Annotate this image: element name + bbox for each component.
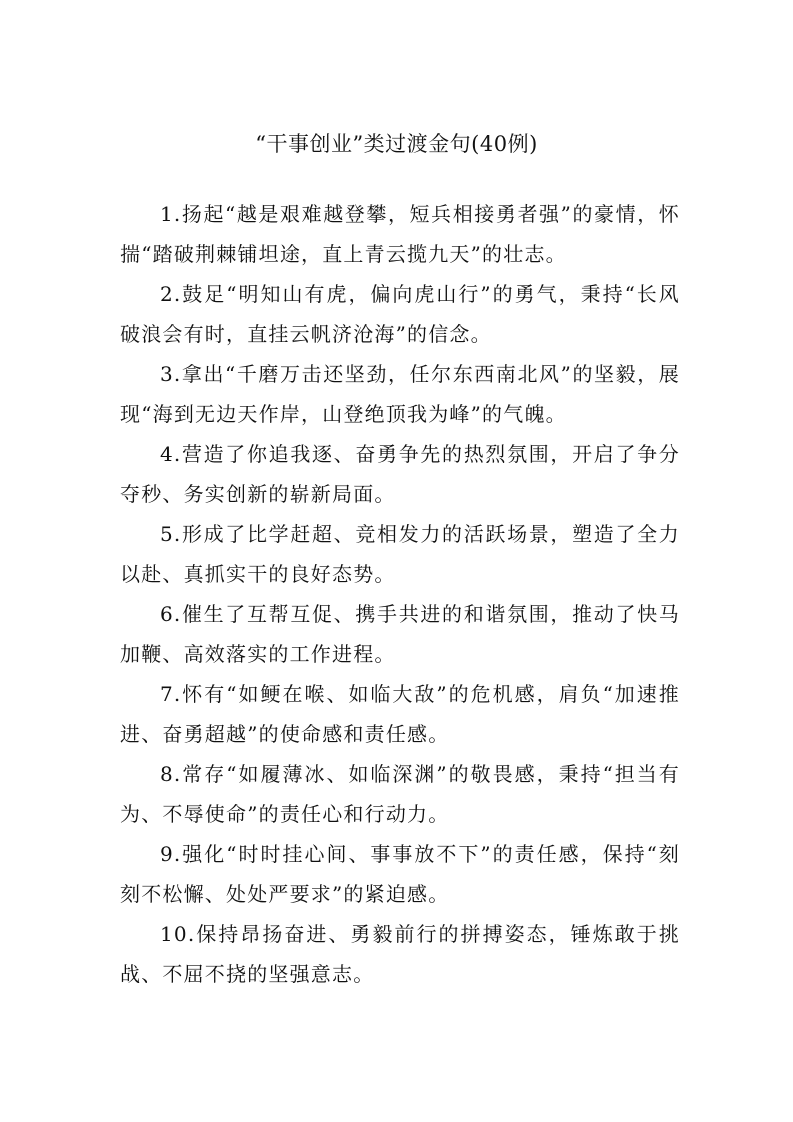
list-item: 8.常存“如履薄冰、如临深渊”的敬畏感，秉持“担当有为、不辱使命”的责任心和行动力。 xyxy=(120,762,680,826)
list-item: 10.保持昂扬奋进、勇毅前行的拼搏姿态，锤炼敢于挑战、不屈不挠的坚强意志。 xyxy=(120,922,680,986)
list-item: 5.形成了比学赶超、竞相发力的活跃场景，塑造了全力以赴、真抓实干的良好态势。 xyxy=(120,522,680,586)
list-item: 4.营造了你追我逐、奋勇争先的热烈氛围，开启了争分夺秒、务实创新的崭新局面。 xyxy=(120,442,680,506)
document-title: “干事创业”类过渡金句(40例) xyxy=(255,132,538,156)
list-item: 3.拿出“千磨万击还坚劲，任尔东西南北风”的坚毅，展现“海到无边天作岸，山登绝顶我为峰”的气魄。 xyxy=(120,362,680,426)
list-item: 2.鼓足“明知山有虎，偏向虎山行”的勇气，秉持“长风破浪会有时，直挂云帆济沧海”的信念。 xyxy=(120,282,680,346)
list-item: 7.怀有“如鲠在喉、如临大敌”的危机感，肩负“加速推进、奋勇超越”的使命感和责任感。 xyxy=(120,682,680,746)
item-list xyxy=(120,194,680,994)
list-item: 1.扬起“越是艰难越登攀，短兵相接勇者强”的豪情，怀揣“踏破荆棘铺坦途，直上青云揽九天”的壮志。 xyxy=(120,202,680,266)
list-item: 6.催生了互帮互促、携手共进的和谐氛围，推动了快马加鞭、高效落实的工作进程。 xyxy=(120,602,680,666)
list-item: 9.强化“时时挂心间、事事放不下”的责任感，保持“刻刻不松懈、处处严要求”的紧迫感。 xyxy=(120,842,680,906)
